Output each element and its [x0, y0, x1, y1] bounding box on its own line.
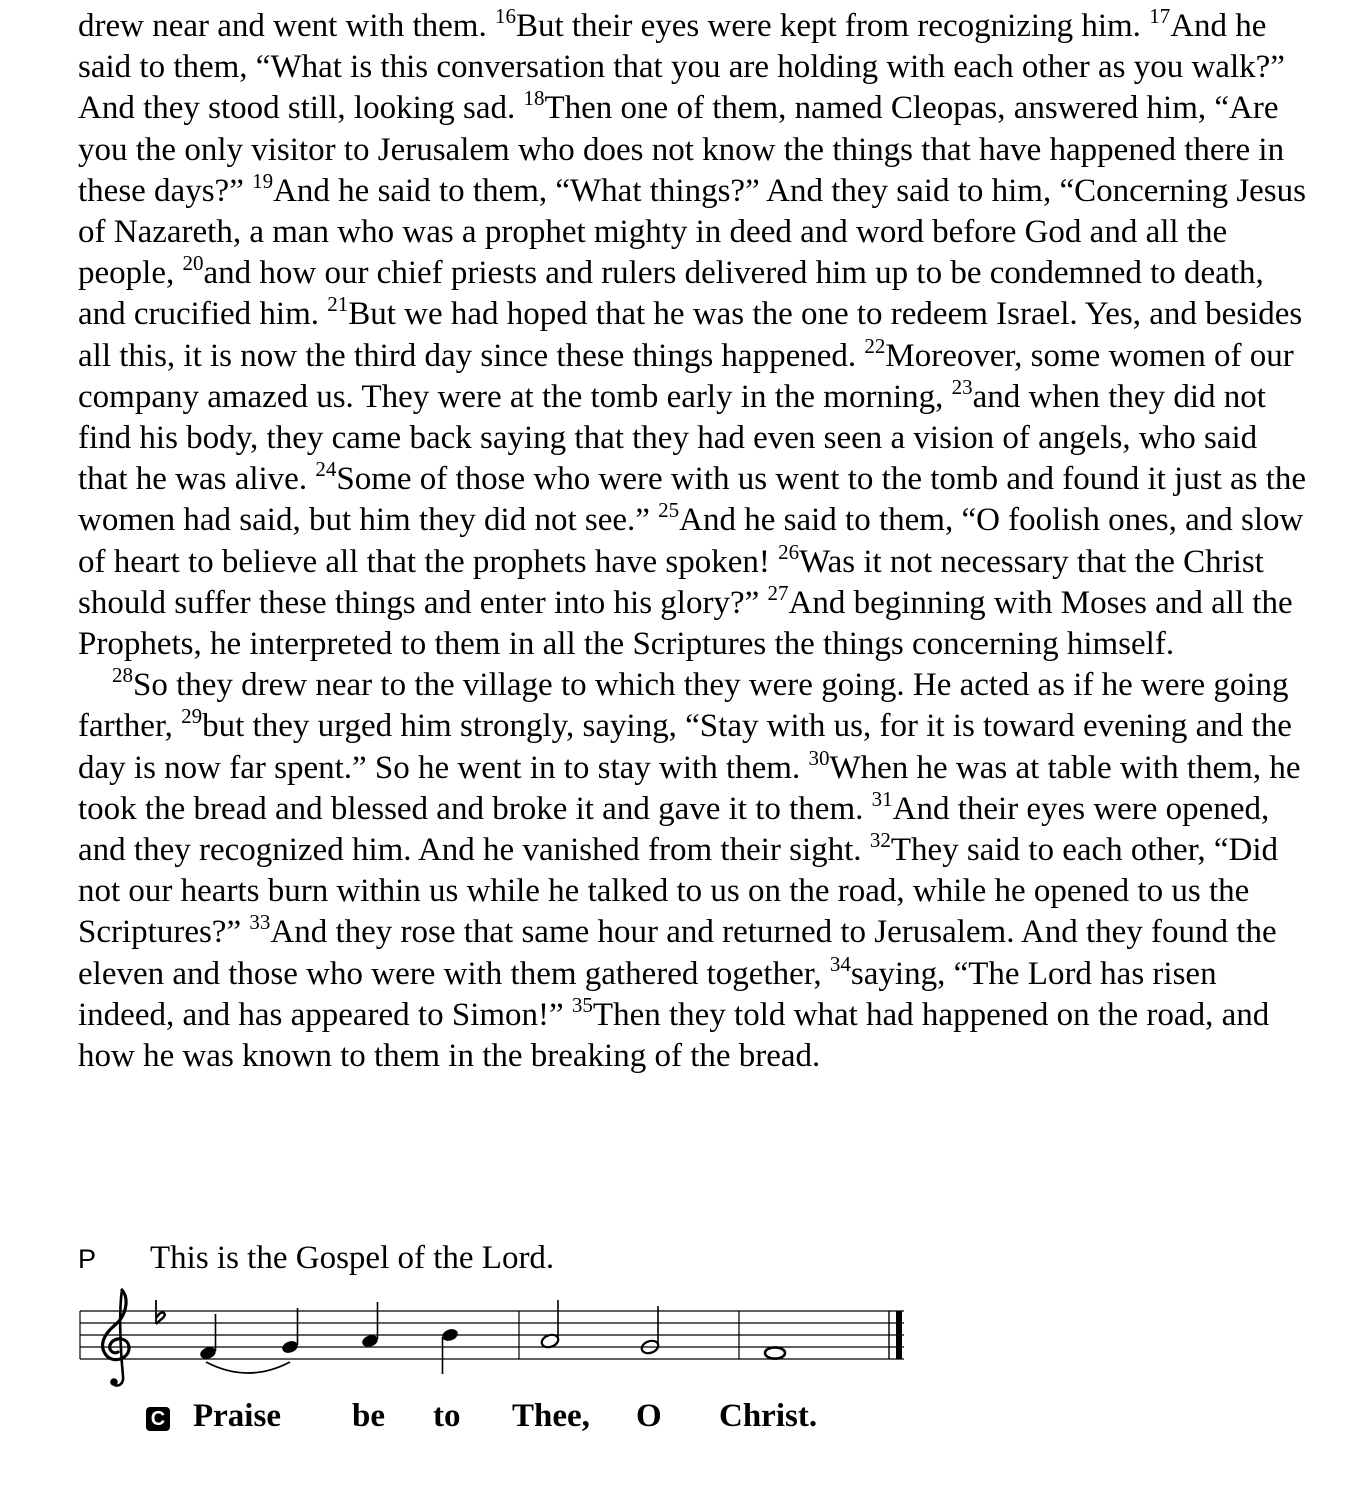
pastor-marker: P	[78, 1244, 97, 1274]
verse-number: 31	[871, 786, 893, 811]
verse-number: 21	[327, 292, 349, 317]
treble-clef-icon	[103, 1290, 129, 1386]
lyric-praise: Praise	[193, 1398, 281, 1434]
lyric-o: O	[636, 1398, 662, 1434]
note-5	[540, 1300, 560, 1349]
verse-number: 19	[252, 168, 274, 193]
verse-text: But we had hoped that he was the one to redeem Israel. Yes, and besides all this, it is now the third day since these things happened.	[78, 296, 1303, 374]
verse-text: Some of those who were with us went to the tomb and found it just as the women had said, but him they did not see.”	[78, 461, 1307, 539]
verse-text: And they rose that same hour and returned to Jerusalem. And they found the eleven and those who were with them gathered together,	[78, 914, 1277, 992]
note-4	[441, 1327, 460, 1374]
lyric-thee: Thee,	[512, 1398, 590, 1434]
note-6	[640, 1306, 660, 1355]
verse-number: 32	[869, 828, 891, 853]
note-1	[199, 1314, 218, 1361]
verse-number: 24	[315, 457, 337, 482]
verse-number: 30	[808, 745, 830, 770]
verse-number: 23	[951, 374, 973, 399]
verse-number: 27	[767, 580, 789, 605]
verse-text: They said to each other, “Did not our hearts burn within us while he talked to us on the road, while he opened to us the Scriptures?”	[78, 832, 1279, 951]
verse-text: And he said to them, “What is this conversation that you are holding with each other as you walk?” And they stood still, looking sad.	[78, 8, 1285, 127]
verse-text: Moreover, some women of our company amazed us. They were at the tomb early in the morning,	[78, 337, 1294, 415]
verse-number: 28	[112, 663, 133, 688]
verse-text: But their eyes were kept from recognizing him.	[515, 8, 1150, 44]
verse-text: but they urged him strongly, saying, “Stay with us, for it is toward evening and the day is now far spent.” So he went in to stay with them.	[78, 708, 1292, 786]
verse-text: So they drew near to the village to which they were going. He acted as if he were going farther,	[78, 667, 1289, 745]
verse-number: 34	[829, 951, 851, 976]
lyric-to: to	[433, 1398, 461, 1434]
verse-text: and how our chief priests and rulers delivered him up to be condemned to death, and crucified him.	[78, 255, 1264, 333]
verse-text: drew near and went with them.	[78, 8, 495, 44]
music-staff	[78, 1280, 978, 1400]
verse-text: Was it not necessary that the Christ should suffer these things and enter into his glory?”	[78, 543, 1264, 621]
verse-number: 25	[658, 498, 680, 523]
verse-number: 22	[864, 333, 886, 358]
scripture-reading	[78, 6, 1308, 1077]
verse-number: 18	[523, 86, 545, 111]
verse-number: 16	[494, 4, 516, 28]
verse-number: 26	[778, 539, 800, 564]
flat-sign-icon	[156, 1300, 165, 1324]
note-2	[281, 1308, 300, 1355]
leader-text: This is the Gospel of the Lord.	[150, 1240, 555, 1276]
verse-text: And beginning with Moses and all the Prophets, he interpreted to them in all the Scriptures the things concerning himself.	[78, 584, 1293, 663]
congregation-marker: C	[146, 1407, 170, 1431]
verse-text: And he said to them, “O foolish ones, and slow of heart to believe all that the prophets have spoken!	[78, 502, 1304, 580]
verse-number: 33	[249, 910, 271, 935]
verse-number: 29	[181, 704, 203, 729]
lyric-christ: Christ.	[719, 1398, 818, 1434]
verse-number: 17	[1149, 4, 1171, 28]
verse-text: When he was at table with them, he took the bread and blessed and broke it and gave it to them.	[78, 749, 1301, 827]
verse-text: Then they told what had happened on the road, and how he was known to them in the breaking of the bread.	[78, 996, 1270, 1075]
reading-paragraph-1	[78, 6, 1308, 665]
note-7	[765, 1347, 785, 1358]
verse-text: and when they did not find his body, they came back saying that they had even seen a vision of angels, who said that he was alive.	[78, 378, 1266, 498]
reading-paragraph-2	[78, 665, 1308, 1077]
lyrics-line	[78, 1398, 978, 1442]
note-3	[361, 1302, 380, 1349]
verse-text: And their eyes were opened, and they recognized him. And he vanished from their sight.	[78, 790, 1270, 869]
verse-text: Then one of them, named Cleopas, answered him, “Are you the only visitor to Jerusalem who does not know the things that have happened there in these days?”	[78, 90, 1285, 209]
verse-number: 35	[571, 992, 593, 1017]
verse-text: And he said to them, “What things?” And they said to him, “Concerning Jesus of Nazareth, a man who was a prophet mighty in deed and word before God and all the people,	[78, 172, 1306, 292]
gospel-response	[78, 1240, 978, 1460]
verse-number: 20	[182, 251, 204, 276]
verse-text: saying, “The Lord has risen indeed, and has appeared to Simon!”	[78, 955, 1217, 1033]
lyric-be: be	[352, 1398, 385, 1434]
slur	[206, 1362, 290, 1373]
